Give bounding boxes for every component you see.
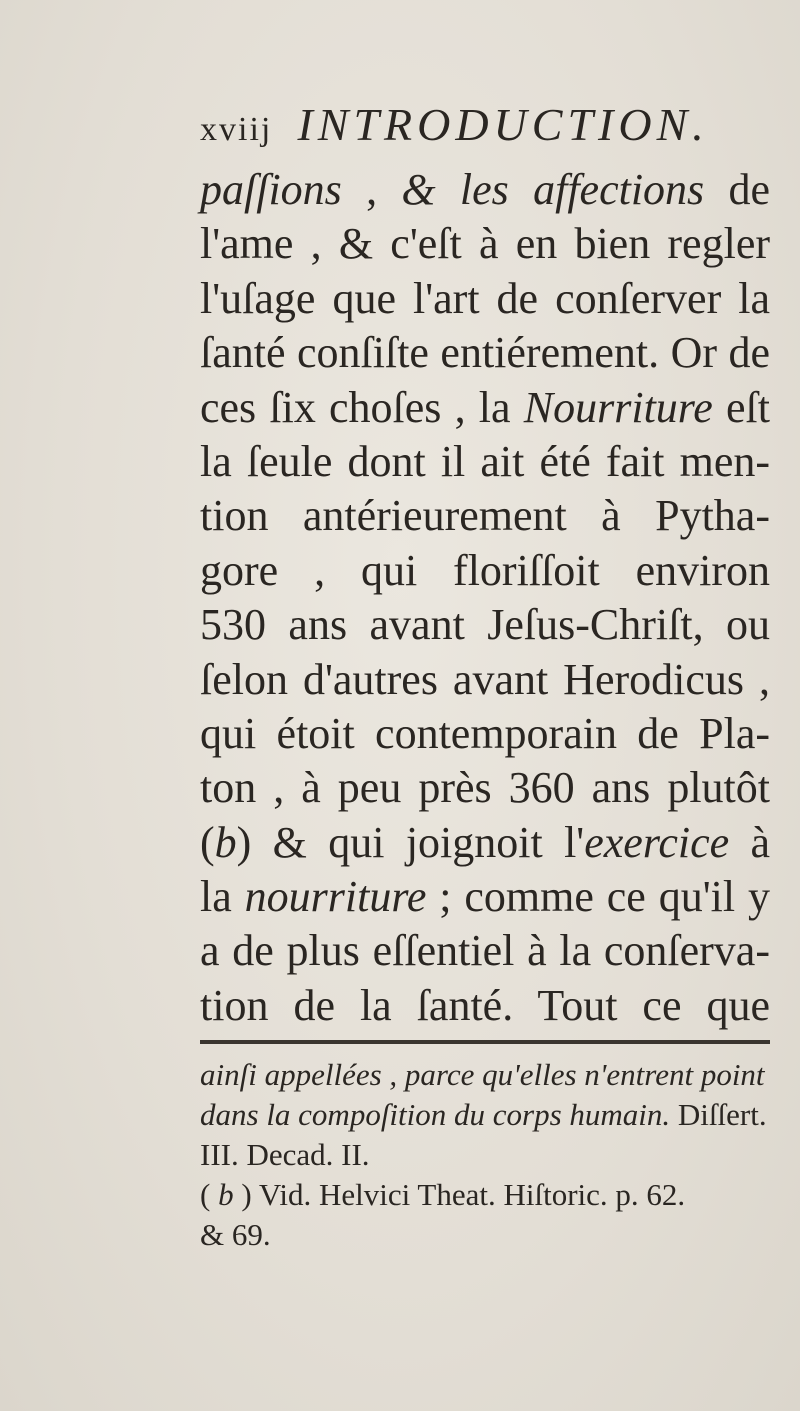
text-line-segment: ) & qui joignoit l' xyxy=(236,817,585,867)
page-number: xviij xyxy=(200,111,273,148)
footnote-line-segment: & 69. xyxy=(200,1217,271,1252)
text-line-segment: ton , à peu près 360 ans plutôt xyxy=(200,763,770,813)
text-line-segment: la xyxy=(200,872,245,922)
footnote-divider xyxy=(200,1040,770,1044)
text-line xyxy=(200,598,770,652)
text-line xyxy=(200,272,770,326)
text-line xyxy=(200,326,770,380)
footnote-line xyxy=(200,1175,770,1215)
text-line xyxy=(200,381,770,435)
text-line xyxy=(200,544,770,598)
text-line xyxy=(200,979,770,1033)
text-line xyxy=(200,816,770,870)
footnote-line-segment: III. Decad. II. xyxy=(200,1137,370,1172)
text-line-segment: a de plus eſſentiel à la conſerva- xyxy=(200,926,770,976)
footnote-line xyxy=(200,1215,770,1255)
text-line-segment: ces ſix choſes , la xyxy=(200,382,524,432)
running-head xyxy=(200,98,760,158)
footnote-line xyxy=(200,1095,770,1135)
text-line-segment: 530 ans avant Jeſus-Chriſt, ou xyxy=(200,600,770,650)
text-line-segment: tion antérieurement à Pytha- xyxy=(200,491,770,541)
text-line-segment: eſt xyxy=(712,382,770,432)
text-line-segment: à xyxy=(729,817,771,867)
footnote-line-segment: ) Vid. Helvici Theat. Hiſtoric. p. 62. xyxy=(233,1177,686,1212)
text-line-segment: la ſeule dont il ait été fait men- xyxy=(200,436,770,486)
footnote-line-segment: b xyxy=(218,1177,234,1212)
text-line xyxy=(200,163,770,217)
footnote-line-segment: ainſi appellées , parce qu'elles n'entrent point xyxy=(200,1057,765,1092)
footnote-line xyxy=(200,1135,770,1175)
text-line-segment: ( xyxy=(200,817,215,867)
text-line-segment: tion de la ſanté. Tout ce que xyxy=(200,980,770,1030)
text-line xyxy=(200,653,770,707)
text-line-segment: affections xyxy=(533,165,705,214)
text-line-segment: ; comme ce qu'il y xyxy=(426,872,770,922)
footnotes xyxy=(200,1055,770,1255)
body-text xyxy=(200,163,770,1033)
text-line-segment: exercice xyxy=(584,817,730,867)
footnote-line-segment: ( xyxy=(200,1177,219,1212)
footnote-line xyxy=(200,1055,770,1095)
text-line-segment: Nourriture xyxy=(523,382,713,432)
text-line-segment: l'uſage que l'art de conſerver la xyxy=(200,273,770,323)
running-head-title: INTRODUCTION. xyxy=(297,99,709,150)
text-line xyxy=(200,924,770,978)
text-line-segment: les xyxy=(435,165,534,214)
text-line-segment: & xyxy=(401,165,436,214)
text-line-segment: ſanté conſiſte entiérement. Or de xyxy=(200,328,770,378)
text-line-segment: l'ame , & c'eſt à en bien regler xyxy=(200,219,770,269)
text-line-segment: gore , qui floriſſoit environ xyxy=(200,545,770,595)
text-line xyxy=(200,435,770,489)
text-line-segment: paſſions xyxy=(200,165,342,214)
footnote-line-segment: Diſſert. xyxy=(670,1097,767,1132)
text-line xyxy=(200,489,770,543)
text-line-segment: qui étoit contemporain de Pla- xyxy=(200,708,770,758)
text-line xyxy=(200,870,770,924)
text-line xyxy=(200,761,770,815)
text-line-segment: ſelon d'autres avant Herodicus , xyxy=(200,654,770,704)
text-line-segment: , xyxy=(341,165,402,214)
footnote-line-segment: dans la compoſition du corps humain. xyxy=(200,1097,671,1132)
text-line xyxy=(200,707,770,761)
text-line-segment: nourriture xyxy=(244,872,427,922)
text-line-segment: b xyxy=(214,817,237,867)
text-line-segment: de xyxy=(704,165,771,214)
text-line xyxy=(200,217,770,271)
